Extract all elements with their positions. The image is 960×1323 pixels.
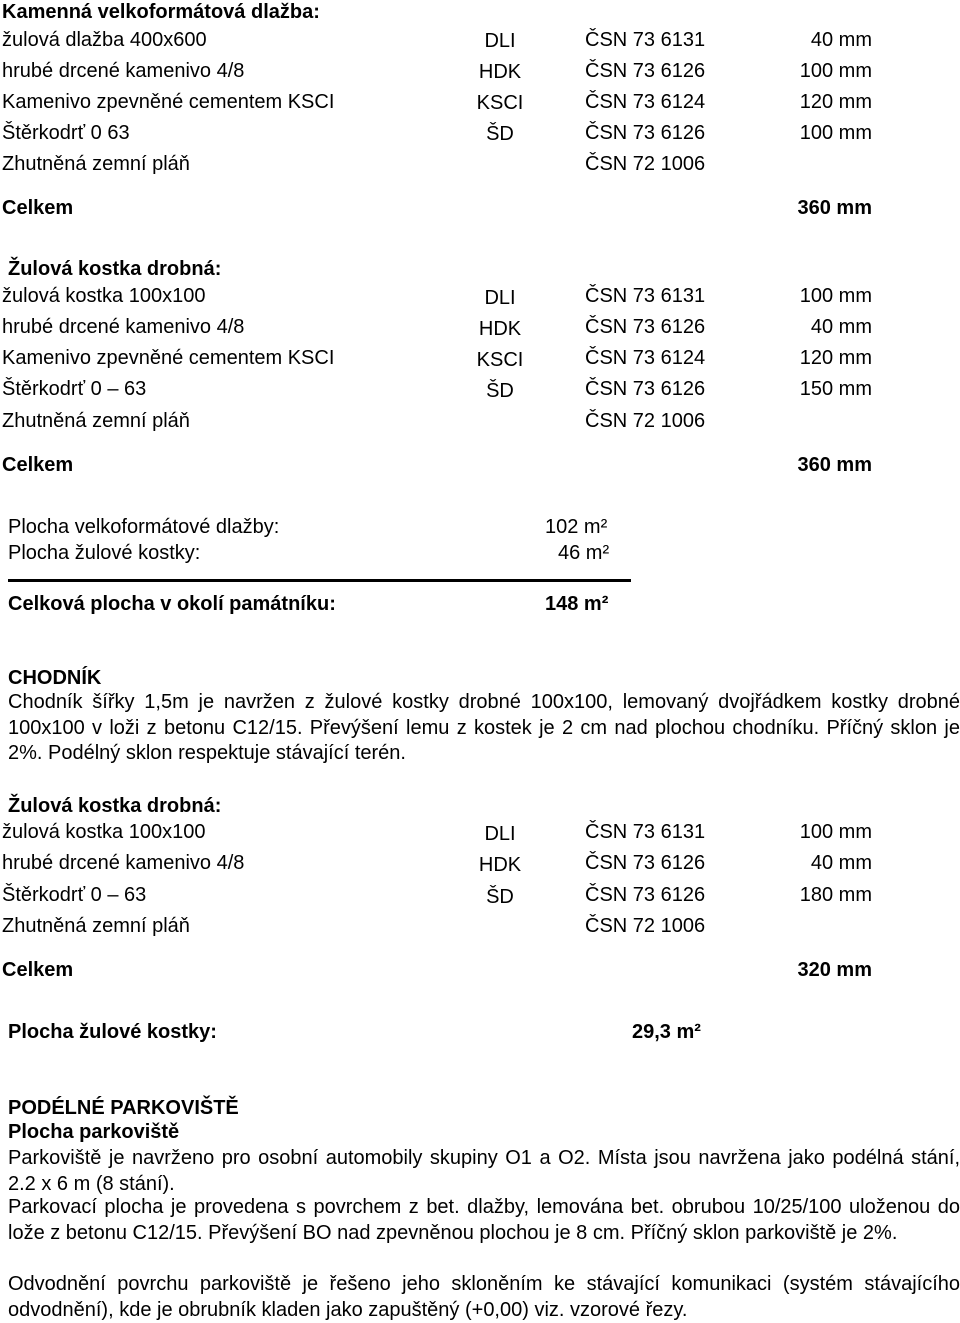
layer-name: Zhutněná zemní pláň xyxy=(2,410,190,432)
layer-code: ŠD xyxy=(486,123,514,145)
layer-norm: ČSN 73 6131 xyxy=(585,821,706,843)
paragraph: Odvodnění povrchu parkoviště je řešeno jeho skloněním ke stávající komunikaci (systém stávajícího odvodnění), kde je obrubník kladen jako zapuštěný (+0,00) viz. vzorové řezy. xyxy=(8,1273,960,1321)
layer-name: Štěrkodrť 0 63 xyxy=(2,122,130,144)
layer-norm: ČSN 72 1006 xyxy=(585,410,706,432)
layer-name: Zhutněná zemní pláň xyxy=(2,915,190,937)
layer-norm: ČSN 73 6126 xyxy=(585,378,706,400)
layer-thickness: 40 mm xyxy=(810,852,872,874)
layer-thickness: 100 mm xyxy=(799,122,872,144)
area-value: 46 m² xyxy=(558,542,610,564)
section-heading: CHODNÍK xyxy=(8,667,102,689)
area-total-value: 148 m² xyxy=(545,593,609,615)
layer-code: HDK xyxy=(478,61,522,83)
layer-thickness: 100 mm xyxy=(799,285,872,307)
layer-norm: ČSN 73 6131 xyxy=(585,285,706,307)
total-label: Celkem xyxy=(2,454,74,476)
area-total-label: Celková plocha v okolí památníku: xyxy=(8,593,336,615)
layer-thickness: 100 mm xyxy=(799,60,872,82)
layer-code: DLI xyxy=(484,823,516,845)
layer-name: žulová kostka 100x100 xyxy=(2,821,206,843)
layer-norm: ČSN 72 1006 xyxy=(585,153,706,175)
layer-name: hrubé drcené kamenivo 4/8 xyxy=(2,316,245,338)
total-label: Celkem xyxy=(2,197,74,219)
subheading: Plocha parkoviště xyxy=(8,1121,180,1143)
area-label: Plocha velkoformátové dlažby: xyxy=(8,516,280,538)
layer-thickness: 180 mm xyxy=(799,884,872,906)
layer-name: Kamenivo zpevněné cementem KSCI xyxy=(2,91,335,113)
layer-norm: ČSN 73 6126 xyxy=(585,122,706,144)
paragraph: Parkoviště je navrženo pro osobní automobily skupiny O1 a O2. Místa jsou navržena jako podélná stání, 2.2 x 6 m (8 stání). xyxy=(8,1147,960,1195)
layer-name: hrubé drcené kamenivo 4/8 xyxy=(2,852,245,874)
layer-thickness: 100 mm xyxy=(799,821,872,843)
section-heading: PODÉLNÉ PARKOVIŠTĚ xyxy=(8,1097,239,1119)
layer-code: KSCI xyxy=(476,92,524,114)
layer-norm: ČSN 72 1006 xyxy=(585,915,706,937)
layer-name: Zhutněná zemní pláň xyxy=(2,153,190,175)
total-value: 360 mm xyxy=(797,197,872,219)
layer-thickness: 120 mm xyxy=(799,347,872,369)
total-divider xyxy=(8,579,631,582)
area-label: Plocha žulové kostky: xyxy=(8,1021,217,1043)
layer-thickness: 120 mm xyxy=(799,91,872,113)
area-value: 102 m² xyxy=(545,516,608,538)
layer-name: Štěrkodrť 0 – 63 xyxy=(2,884,147,906)
layer-code: HDK xyxy=(478,854,522,876)
area-label: Plocha žulové kostky: xyxy=(8,542,201,564)
layer-code: DLI xyxy=(484,287,516,309)
layer-norm: ČSN 73 6126 xyxy=(585,884,706,906)
area-value: 29,3 m² xyxy=(632,1021,701,1043)
layer-norm: ČSN 73 6124 xyxy=(585,347,706,369)
layer-name: Štěrkodrť 0 – 63 xyxy=(2,378,147,400)
section-title: Kamenná velkoformátová dlažba: xyxy=(2,1,320,23)
layer-code: HDK xyxy=(478,318,522,340)
layer-norm: ČSN 73 6131 xyxy=(585,29,706,51)
layer-code: DLI xyxy=(484,30,516,52)
section-title: Žulová kostka drobná: xyxy=(8,795,222,817)
layer-name: žulová dlažba 400x600 xyxy=(2,29,207,51)
layer-thickness: 150 mm xyxy=(799,378,872,400)
layer-norm: ČSN 73 6126 xyxy=(585,316,706,338)
layer-name: Kamenivo zpevněné cementem KSCI xyxy=(2,347,335,369)
layer-thickness: 40 mm xyxy=(810,29,872,51)
layer-code: ŠD xyxy=(486,886,514,908)
total-label: Celkem xyxy=(2,959,74,981)
paragraph: Parkovací plocha je provedena s povrchem z bet. dlažby, lemována bet. obrubou 10/25/100 uloženou do lože z betonu C12/15. Převýšení BO nad zpevněnou plochou je 8 cm. Příčný sklon parkoviště je 2%. xyxy=(8,1196,960,1244)
layer-code: ŠD xyxy=(486,380,514,402)
layer-norm: ČSN 73 6126 xyxy=(585,60,706,82)
layer-name: hrubé drcené kamenivo 4/8 xyxy=(2,60,245,82)
layer-code: KSCI xyxy=(476,349,524,371)
section-title: Žulová kostka drobná: xyxy=(8,258,222,280)
total-value: 320 mm xyxy=(797,959,872,981)
layer-name: žulová kostka 100x100 xyxy=(2,285,206,307)
layer-norm: ČSN 73 6124 xyxy=(585,91,706,113)
total-value: 360 mm xyxy=(797,454,872,476)
layer-norm: ČSN 73 6126 xyxy=(585,852,706,874)
layer-thickness: 40 mm xyxy=(810,316,872,338)
paragraph: Chodník šířky 1,5m je navržen z žulové kostky drobné 100x100, lemovaný dvojřádkem kostky drobné 100x100 v loži z betonu C12/15. Převýšení lemu z kostek je 2 cm nad plochou chodníku. Příčný sklon je 2%. Podélný sklon respektuje stávající terén. xyxy=(8,691,960,764)
